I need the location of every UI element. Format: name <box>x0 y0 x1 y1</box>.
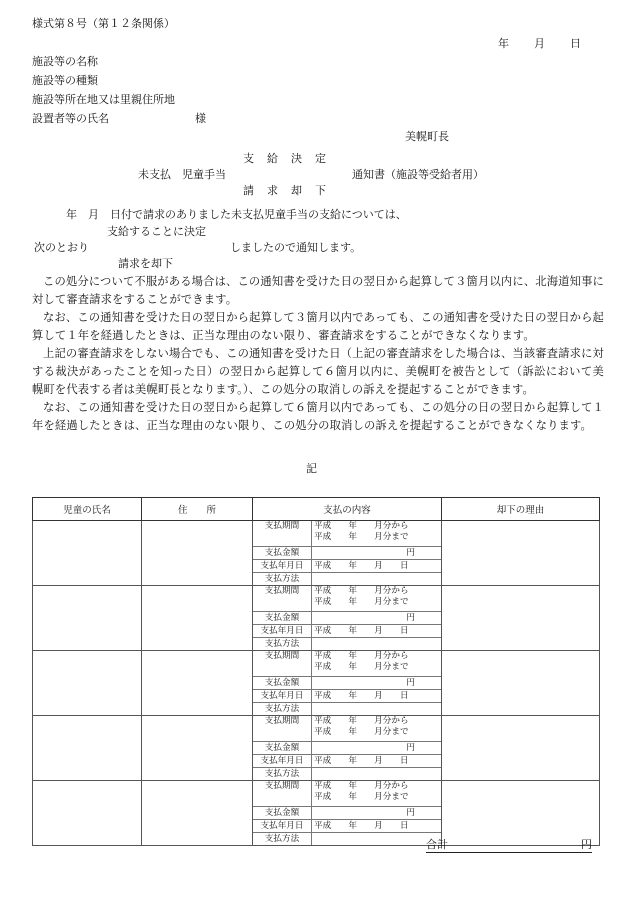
intro-left: 次のとおり <box>34 241 89 254</box>
total-unit: 円 <box>581 838 592 851</box>
method-value[interactable] <box>312 703 442 716</box>
facility-name-label: 施設等の名称 <box>32 55 98 68</box>
table-row <box>33 781 600 846</box>
total-line <box>426 838 592 853</box>
method-value[interactable] <box>312 768 442 781</box>
date-label: 支払年月日 <box>253 820 312 833</box>
paragraph: なお、この通知書を受けた日の翌日から起算して３箇月以内であっても、この通知書を受けた日の翌日から起算して１年を経過したときは、正当な理由のない限り、審査請求をすることができなくなります。 <box>32 311 604 342</box>
method-value[interactable] <box>312 638 442 651</box>
date-label: 支払年月日 <box>253 560 312 573</box>
method-label: 支払方法 <box>253 768 312 781</box>
date-year: 年 <box>498 37 509 50</box>
date-value[interactable]: 平成 年 月 日 <box>312 820 442 833</box>
child-name-cell[interactable] <box>33 651 142 716</box>
founder-name-label: 設置者等の氏名 <box>32 112 109 125</box>
amount-value[interactable]: 円 <box>312 547 442 560</box>
payment-detail <box>253 586 441 650</box>
method-value[interactable] <box>312 573 442 586</box>
reason-cell[interactable] <box>442 586 600 651</box>
method-label: 支払方法 <box>253 833 312 846</box>
period-label: 支払期間 <box>253 586 312 612</box>
notice-paragraphs <box>32 273 604 435</box>
period-value[interactable]: 平成 年 月分から 平成 年 月分まで <box>312 781 442 807</box>
date-label: 支払年月日 <box>253 625 312 638</box>
header-address: 住 所 <box>142 498 253 521</box>
paragraph: 上記の審査請求をしない場合でも、この通知書を受けた日（上記の審査請求をした場合は、当該審査請求に対する裁決があったことを知った日）の翌日から起算して６箇月以内に、美幌町を被告として（訴訟において美幌町を代表する者は美幌町長となります。）、この処分の取消しの訴えを提起することができます。 <box>32 347 604 396</box>
date-label: 支払年月日 <box>253 690 312 703</box>
date-month: 月 <box>534 37 545 50</box>
period-value[interactable]: 平成 年 月分から 平成 年 月分まで <box>312 651 442 677</box>
intro-line: 年 月 日付で請求のありました未支払児童手当の支給については、 <box>66 208 407 221</box>
address-cell[interactable] <box>142 586 253 651</box>
table-row <box>33 716 600 781</box>
period-label: 支払期間 <box>253 781 312 807</box>
date-value[interactable]: 平成 年 月 日 <box>312 755 442 768</box>
child-name-cell[interactable] <box>33 716 142 781</box>
period-label: 支払期間 <box>253 716 312 742</box>
payment-detail <box>253 521 441 585</box>
date-value[interactable]: 平成 年 月 日 <box>312 560 442 573</box>
option-reject: 請求を却下 <box>118 257 173 270</box>
period-label: 支払期間 <box>253 521 312 547</box>
title-suffix: 通知書（施設等受給者用） <box>352 168 484 181</box>
amount-label: 支払金額 <box>253 547 312 560</box>
reason-cell[interactable] <box>442 651 600 716</box>
honorific: 様 <box>195 112 206 125</box>
amount-value[interactable]: 円 <box>312 612 442 625</box>
amount-label: 支払金額 <box>253 807 312 820</box>
period-value[interactable]: 平成 年 月分から 平成 年 月分まで <box>312 521 442 547</box>
amount-label: 支払金額 <box>253 677 312 690</box>
amount-value[interactable]: 円 <box>312 677 442 690</box>
period-value[interactable]: 平成 年 月分から 平成 年 月分まで <box>312 716 442 742</box>
period-label: 支払期間 <box>253 651 312 677</box>
method-label: 支払方法 <box>253 703 312 716</box>
payment-table <box>32 497 600 846</box>
method-label: 支払方法 <box>253 573 312 586</box>
reason-cell[interactable] <box>442 781 600 846</box>
facility-address-label: 施設等所在地又は里親住所地 <box>32 93 175 106</box>
payment-detail <box>253 781 441 845</box>
amount-label: 支払金額 <box>253 612 312 625</box>
facility-type-label: 施設等の種類 <box>32 74 98 87</box>
method-value[interactable] <box>312 833 442 846</box>
payment-cell <box>253 521 442 586</box>
period-value[interactable]: 平成 年 月分から 平成 年 月分まで <box>312 586 442 612</box>
total-label: 合計 <box>426 838 448 851</box>
title-prefix: 未支払 児童手当 <box>138 168 226 181</box>
header-reason: 却下の理由 <box>442 498 600 521</box>
table-row <box>33 521 600 586</box>
ki-heading: 記 <box>306 462 317 475</box>
table-header-row <box>33 498 600 521</box>
option-approve: 支給することに決定 <box>107 225 206 238</box>
table-row <box>33 651 600 716</box>
date-day: 日 <box>570 37 581 50</box>
child-name-cell[interactable] <box>33 781 142 846</box>
payment-cell <box>253 781 442 846</box>
paragraph: なお、この通知書を受けた日の翌日から起算して６箇月以内であっても、この処分の日の翌日から起算して１年を経過したときは、正当な理由のない限り、この処分の取消しの訴えを提起することができなくなります。 <box>32 401 604 432</box>
date-value[interactable]: 平成 年 月 日 <box>312 625 442 638</box>
form-number: 様式第８号（第１２条関係） <box>32 17 175 30</box>
date-label: 支払年月日 <box>253 755 312 768</box>
reason-cell[interactable] <box>442 521 600 586</box>
payment-detail <box>253 716 441 780</box>
title-decision: 支 給 決 定 <box>243 152 327 165</box>
amount-value[interactable]: 円 <box>312 742 442 755</box>
child-name-cell[interactable] <box>33 521 142 586</box>
payment-cell <box>253 651 442 716</box>
issuer: 美幌町長 <box>405 130 449 143</box>
paragraph: この処分について不服がある場合は、この通知書を受けた日の翌日から起算して３箇月以内に、北海道知事に対して審査請求をすることができます。 <box>32 275 604 306</box>
title-rejection: 請 求 却 下 <box>243 184 327 197</box>
address-cell[interactable] <box>142 781 253 846</box>
address-cell[interactable] <box>142 651 253 716</box>
amount-label: 支払金額 <box>253 742 312 755</box>
header-child-name: 児童の氏名 <box>33 498 142 521</box>
amount-value[interactable]: 円 <box>312 807 442 820</box>
address-cell[interactable] <box>142 521 253 586</box>
method-label: 支払方法 <box>253 638 312 651</box>
payment-cell <box>253 586 442 651</box>
reason-cell[interactable] <box>442 716 600 781</box>
table-row <box>33 586 600 651</box>
payment-detail <box>253 651 441 715</box>
address-cell[interactable] <box>142 716 253 781</box>
date-value[interactable]: 平成 年 月 日 <box>312 690 442 703</box>
child-name-cell[interactable] <box>33 586 142 651</box>
intro-right: しましたので通知します。 <box>230 241 362 254</box>
header-payment: 支払の内容 <box>253 498 442 521</box>
payment-cell <box>253 716 442 781</box>
